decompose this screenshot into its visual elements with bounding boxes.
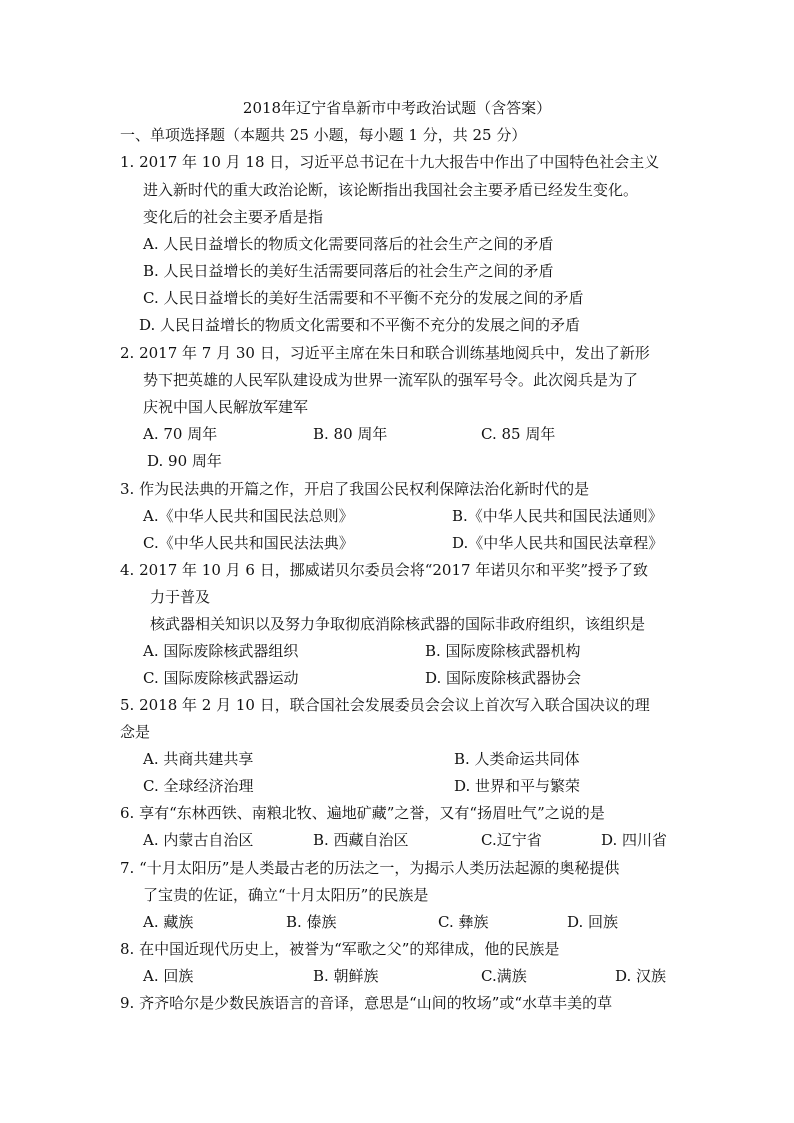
q2-stem-line1: 2. 2017 年 7 月 30 日，习近平主席在朱日和联合训练基地阅兵中，发出了新形 <box>120 344 650 362</box>
q4-stem-line2: 力于普及 <box>150 588 211 606</box>
q4-stem-line3: 核武器相关知识以及努力争取彻底消除核武器的国际非政府组织，该组织是 <box>150 615 646 633</box>
q2-option-d: D. 90 周年 <box>147 452 222 470</box>
q5-option-a: A. 共商共建共享 <box>143 750 254 768</box>
q7-option-c: C. 彝族 <box>438 913 489 931</box>
q5-stem-line1: 5. 2018 年 2 月 10 日，联合国社会发展委员会会议上首次写入联合国决议的理 <box>120 696 650 714</box>
q3-stem-line1: 3. 作为民法典的开篇之作，开启了我国公民权利保障法治化新时代的是 <box>120 480 590 498</box>
q1-option-b: B. 人民日益增长的美好生活需要同落后的社会生产之间的矛盾 <box>143 262 554 280</box>
q1-option-c: C. 人民日益增长的美好生活需要和不平衡不充分的发展之间的矛盾 <box>143 289 584 307</box>
q7-stem-line1: 7. “十月太阳历”是人类最古老的历法之一，为揭示人类历法起源的奥秘提供 <box>120 859 620 877</box>
q1-stem-line3: 变化后的社会主要矛盾是指 <box>143 208 324 226</box>
q6-option-a: A. 内蒙古自治区 <box>143 831 254 849</box>
q4-option-c: C. 国际废除核武器运动 <box>143 669 299 687</box>
q8-option-d: D. 汉族 <box>615 967 667 985</box>
q1-stem-line2: 进入新时代的重大政治论断，该论断指出我国社会主要矛盾已经发生变化。 <box>143 181 639 199</box>
page-title: 2018年辽宁省阜新市中考政治试题（含答案） <box>242 99 552 117</box>
q2-option-a: A. 70 周年 <box>143 425 218 443</box>
q8-stem-line1: 8. 在中国近现代历史上，被誉为“军歌之父”的郑律成，他的民族是 <box>120 940 560 958</box>
q2-option-c: C. 85 周年 <box>481 425 556 443</box>
q8-option-c: C.满族 <box>481 967 527 985</box>
q7-option-d: D. 回族 <box>567 913 619 931</box>
q5-stem-line2: 念是 <box>120 723 151 741</box>
section-heading: 一、单项选择题（本题共 25 小题，每小题 1 分，共 25 分） <box>120 126 527 144</box>
q1-option-a: A. 人民日益增长的物质文化需要同落后的社会生产之间的矛盾 <box>143 235 554 253</box>
q5-option-b: B. 人类命运共同体 <box>454 750 580 768</box>
q4-option-b: B. 国际废除核武器机构 <box>425 642 581 660</box>
q9-stem-line1: 9. 齐齐哈尔是少数民族语言的音译，意思是“山间的牧场”或“水草丰美的草 <box>120 994 613 1012</box>
q4-option-a: A. 国际废除核武器组织 <box>143 642 299 660</box>
q5-option-c: C. 全球经济治理 <box>143 777 254 795</box>
q7-option-a: A. 藏族 <box>143 913 194 931</box>
q1-option-d: D. 人民日益增长的物质文化需要和不平衡不充分的发展之间的矛盾 <box>139 316 581 334</box>
q1-stem-line1: 1. 2017 年 10 月 18 日，习近平总书记在十九大报告中作出了中国特色社会主义 <box>120 153 660 171</box>
q6-stem-line1: 6. 享有“东林西铁、南粮北牧、遍地矿藏”之誉，又有“扬眉吐气”之说的是 <box>120 804 605 822</box>
q4-option-d: D. 国际废除核武器协会 <box>425 669 582 687</box>
q6-option-c: C.辽宁省 <box>481 831 542 849</box>
q3-option-c: C.《中华人民共和国民法法典》 <box>143 534 354 552</box>
q5-option-d: D. 世界和平与繁荣 <box>454 777 581 795</box>
q3-option-d: D.《中华人民共和国民法章程》 <box>452 534 664 552</box>
q2-stem-line2: 势下把英雄的人民军队建设成为世界一流军队的强军号令。此次阅兵是为了 <box>143 371 639 389</box>
q2-option-b: B. 80 周年 <box>313 425 388 443</box>
q4-stem-line1: 4. 2017 年 10 月 6 日，挪威诺贝尔委员会将“2017 年诺贝尔和平奖”授予了致 <box>120 561 649 579</box>
q7-stem-line2: 了宝贵的佐证，确立“十月太阳历”的民族是 <box>143 886 429 904</box>
q6-option-d: D. 四川省 <box>601 831 668 849</box>
q6-option-b: B. 西藏自治区 <box>313 831 409 849</box>
q3-option-a: A.《中华人民共和国民法总则》 <box>143 507 354 525</box>
q8-option-a: A. 回族 <box>143 967 194 985</box>
q8-option-b: B. 朝鲜族 <box>313 967 379 985</box>
q7-option-b: B. 傣族 <box>286 913 337 931</box>
q2-stem-line3: 庆祝中国人民解放军建军 <box>143 398 309 416</box>
q3-option-b: B.《中华人民共和国民法通则》 <box>452 507 663 525</box>
